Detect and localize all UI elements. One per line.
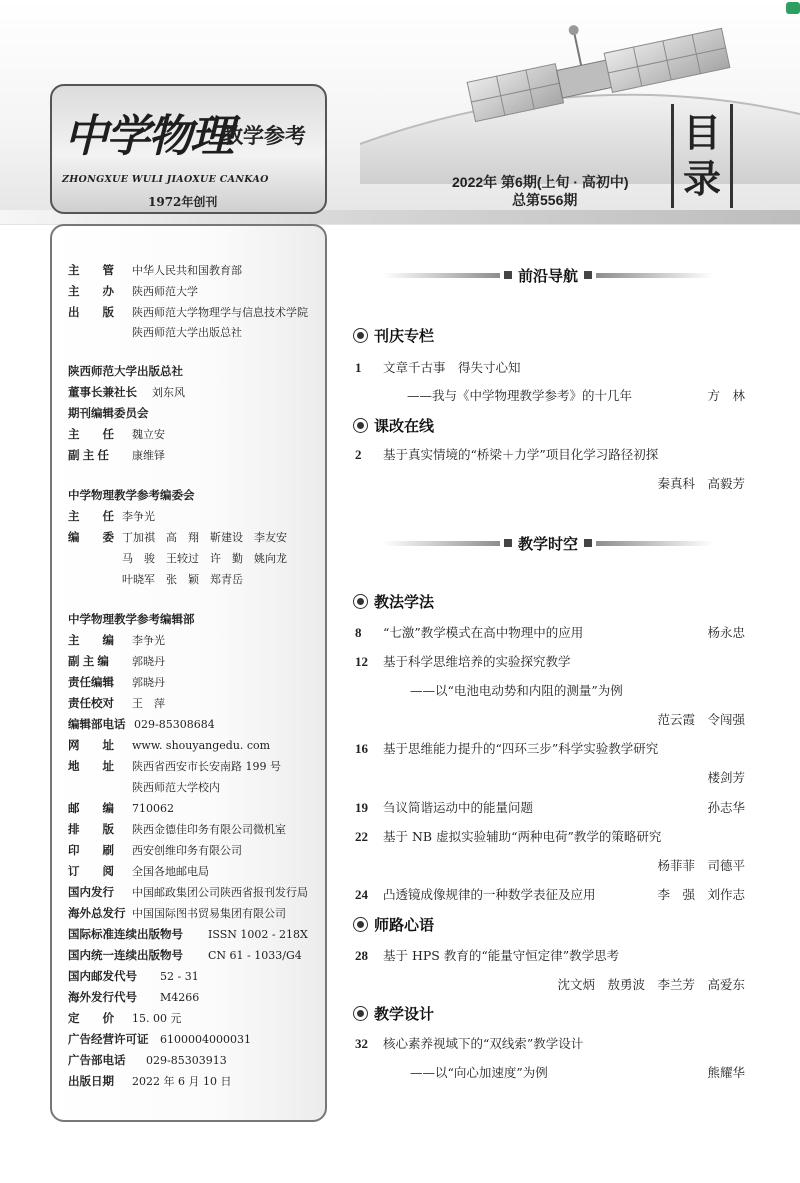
toc-entry[interactable] [355, 652, 745, 670]
entry-authors: 秦真科 高毅芳 [657, 476, 745, 491]
journal-logo [50, 84, 327, 214]
masthead-row: 网 址 www. shouyangedu. com [68, 739, 271, 752]
entry-title: 基于 HPS 教育的“能量守恒定律”教学思考 [383, 948, 620, 963]
entry-authors: 李 强 刘作志 [657, 887, 745, 902]
banner-square-left [504, 539, 512, 547]
masthead-row: 副 主 编 郭晓丹 [68, 655, 165, 668]
entry-page: 28 [355, 948, 368, 963]
entry-page: 8 [355, 625, 362, 640]
banner-square-left [504, 271, 512, 279]
toc-entry[interactable] [355, 946, 745, 964]
section-methods [353, 591, 434, 612]
entry-page: 32 [355, 1036, 368, 1051]
masthead-row: 责任编辑 郭晓丹 [68, 676, 165, 689]
masthead-row: 副 主 任 康维铎 [68, 449, 165, 462]
entry-title: 核心素养视域下的“双线索”教学设计 [383, 1036, 584, 1051]
issue-number: 2022年 第6期(上旬 · 高初中) [452, 174, 629, 190]
entry-title: 基于思维能力提升的“四环三步”科学实验教学研究 [383, 741, 659, 756]
entry-page: 12 [355, 654, 368, 669]
banner-square-right [584, 539, 592, 547]
masthead-row: 董事长兼社长 刘东风 [68, 386, 185, 399]
masthead-panel [50, 224, 327, 1122]
entry-subtitle: ——我与《中学物理教学参考》的十几年 [407, 388, 633, 403]
entry-authors: 杨菲菲 司德平 [657, 858, 745, 873]
masthead-row: 定 价 15. 00 元 [68, 1012, 182, 1025]
masthead-row: 叶晓军 张 颖 郑青岳 [122, 573, 243, 586]
entry-page: 16 [355, 741, 368, 756]
section-title: 刊庆专栏 [374, 327, 435, 345]
masthead-row: 海外总发行 中国国际图书贸易集团有限公司 [68, 907, 286, 920]
entry-page: 22 [355, 829, 368, 844]
entry-page: 19 [355, 800, 368, 815]
masthead-row: 责任校对 王 萍 [68, 697, 165, 710]
masthead-row: 中学物理教学参考编辑部 [68, 614, 195, 626]
section-anniversary [353, 325, 434, 346]
toc-entry[interactable] [355, 827, 745, 845]
masthead-row: 排 版 陕西金德佳印务有限公司微机室 [68, 823, 286, 836]
entry-authors: 范云霞 令闯强 [657, 712, 745, 727]
total-issue: 总第556期 [512, 192, 578, 208]
entry-title: 基于 NB 虚拟实验辅助“两种电荷”教学的策略研究 [383, 829, 662, 844]
section-bullet-icon [353, 418, 368, 433]
section-title: 师路心语 [374, 916, 435, 934]
section-bullet-icon [353, 328, 368, 343]
entry-title: “七激”教学模式在高中物理中的应用 [383, 625, 584, 640]
masthead-row: 陕西师范大学出版总社 [132, 326, 242, 339]
toc-entry[interactable] [355, 623, 745, 641]
founded-year: 1972年创刊 [148, 195, 218, 209]
entry-subtitle: ——以“电池电动势和内阻的测量”为例 [410, 683, 623, 698]
entry-page: 24 [355, 887, 368, 902]
masthead-row: 国内统一连续出版物号 CN 61 - 1033/G4 [68, 949, 302, 962]
masthead-row: 主 任 魏立安 [68, 428, 165, 441]
masthead-row: 广告经营许可证 6100004000031 [68, 1033, 251, 1046]
section-bullet-icon [353, 1006, 368, 1021]
satellite-illustration [360, 4, 800, 184]
toc-entry[interactable] [355, 798, 745, 816]
masthead-row: 国内发行 中国邮政集团公司陕西省报刊发行局 [68, 886, 308, 899]
banner-teaching [383, 532, 713, 554]
masthead-row: 地 址 陕西省西安市长安南路 199 号 [68, 760, 281, 773]
masthead-row: 出 版 陕西师范大学物理学与信息技术学院 [68, 306, 308, 319]
masthead-row: 印 刷 西安创维印务有限公司 [68, 844, 242, 857]
logo-pinyin: ZHONGXUE WULI JIAOXUE CANKAO [62, 174, 269, 185]
entry-title: 基于科学思维培养的实验探究教学 [383, 654, 571, 669]
entry-page: 2 [355, 447, 362, 462]
banner-frontier [383, 264, 713, 286]
masthead-row: 陕西师范大学出版总社 [68, 366, 183, 378]
toc-heading [671, 104, 733, 208]
masthead-row: 中学物理教学参考编委会 [68, 490, 195, 502]
section-bullet-icon [353, 917, 368, 932]
toc-entry[interactable] [355, 885, 745, 903]
toc-entry[interactable] [355, 445, 745, 463]
entry-authors: 熊耀华 [707, 1065, 745, 1080]
section-bullet-icon [353, 594, 368, 609]
banner-title: 教学时空 [518, 534, 579, 553]
masthead-row: 邮 编 710062 [68, 802, 174, 815]
masthead-row: 出版日期 2022 年 6 月 10 日 [68, 1075, 232, 1088]
banner-rule-left [383, 273, 500, 278]
section-teacher-voice [353, 914, 434, 935]
banner-rule-right [596, 273, 713, 278]
toc-entry[interactable] [355, 358, 745, 376]
entry-authors: 孙志华 [707, 800, 745, 815]
masthead-row: 期刊编辑委员会 [68, 408, 149, 420]
masthead-row: 编辑部电话 029-85308684 [68, 718, 215, 731]
toc-entry[interactable] [355, 1034, 745, 1052]
masthead-row: 广告部电话 029-85303913 [68, 1054, 227, 1067]
masthead-row: 编 委 丁加祺 高 翔 靳建设 李友安 [68, 531, 287, 544]
toc-entry[interactable] [355, 739, 745, 757]
masthead-row: 主 办 陕西师范大学 [68, 285, 198, 298]
entry-title: 凸透镜成像规律的一种数学表征及应用 [383, 887, 596, 902]
entry-authors: 杨永忠 [707, 625, 745, 640]
section-title: 教学设计 [374, 1005, 435, 1023]
masthead-row: 陕西师范大学校内 [132, 781, 220, 794]
entry-title: 基于真实情境的“桥梁＋力学”项目化学习路径初探 [383, 447, 659, 462]
section-title: 课改在线 [374, 417, 435, 435]
banner-rule-right [596, 541, 713, 546]
masthead-row: 订 阅 全国各地邮电局 [68, 865, 209, 878]
masthead-row: 国际标准连续出版物号 ISSN 1002 - 218X [68, 928, 308, 941]
section-title: 教法学法 [374, 593, 435, 611]
entry-page: 1 [355, 360, 362, 375]
banner-rule-left [383, 541, 500, 546]
masthead-row: 马 骏 王较过 许 勤 姚向龙 [122, 552, 287, 565]
entry-authors: 方 林 [707, 388, 745, 403]
toc-heading-char-2: 录 [682, 157, 721, 201]
entry-authors: 楼剑芳 [707, 770, 745, 785]
masthead-row: 主 任 李争光 [68, 510, 155, 523]
masthead-row: 主 管 中华人民共和国教育部 [68, 264, 242, 277]
logo-subtitle: 教学参考 [222, 124, 306, 148]
toc-heading-char-1: 目 [682, 111, 721, 155]
section-reform [353, 415, 434, 436]
masthead-row: 海外发行代号 M4266 [68, 991, 200, 1004]
entry-authors: 沈文炳 敖勇波 李兰芳 高爱东 [557, 977, 745, 992]
banner-square-right [584, 271, 592, 279]
masthead-row: 主 编 李争光 [68, 634, 165, 647]
entry-title: 刍议简谐运动中的能量问题 [383, 800, 534, 815]
entry-title: 文章千古事 得失寸心知 [383, 360, 521, 375]
section-design [353, 1003, 434, 1024]
banner-title: 前沿导航 [518, 266, 579, 285]
logo-title: 中学物理 [64, 111, 232, 162]
entry-subtitle: ——以“向心加速度”为例 [410, 1065, 548, 1080]
masthead-row: 国内邮发代号 52 - 31 [68, 970, 199, 983]
